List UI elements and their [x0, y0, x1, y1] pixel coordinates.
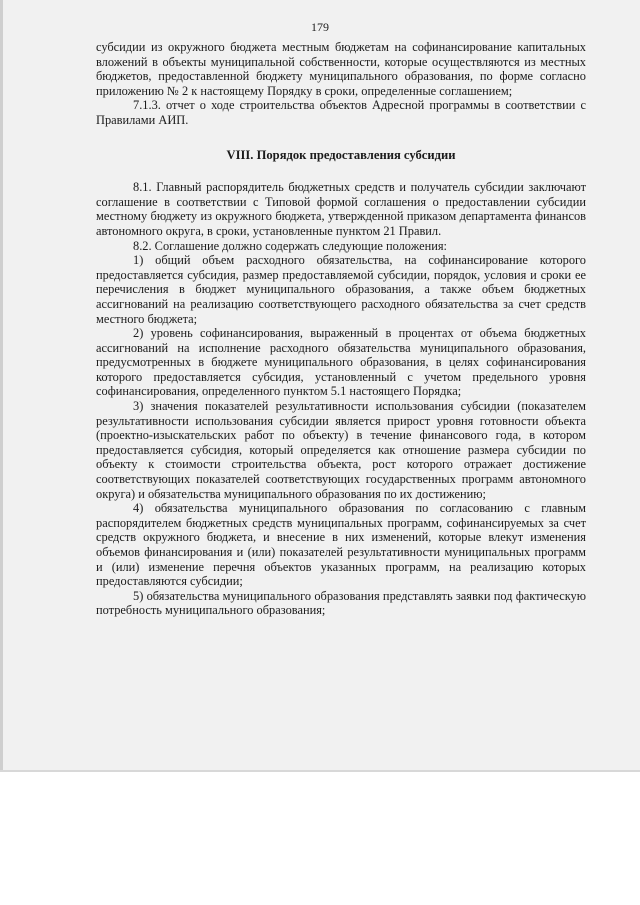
list-item-4: 4) обязательства муниципального образования по согласованию с главным распорядителем бюджетных средств муниципальных программ, софинансируемых за счет средств окружного бюджета, и внесение в них изменений, которые влекут изменения объемов финансирования и (или) показателей результативности муниципальных программ и (или) изменение перечня объектов указанных программ, на реализацию которых предоставляются субсидии;: [96, 501, 586, 589]
intro-paragraph: субсидии из окружного бюджета местным бюджетам на софинансирование капитальных вложений в объекты муниципальной собственности, которые осуществляются из местных бюджетов, предоставленной бюджету муниципального образования, по форме согласно приложению № 2 к настоящему Порядку в сроки, определенные соглашением;: [96, 40, 586, 98]
list-item-1: 1) общий объем расходного обязательства, на софинансирование которого предоставляется субсидия, размер предоставляемой субсидии, порядок, условия и сроки ее перечисления в бюджет муниципального образования, а также объем бюджетных ассигнований на реализацию соответствующего расходного обязательства за счет средств местного бюджета;: [96, 253, 586, 326]
item-7-1-3: 7.1.3. отчет о ходе строительства объектов Адресной программы в соответствии с Правилами АИП.: [96, 98, 586, 127]
paragraph-8-2: 8.2. Соглашение должно содержать следующие положения:: [133, 238, 447, 253]
blank-area: [0, 772, 640, 905]
section-heading: VIII. Порядок предоставления субсидии: [226, 147, 456, 162]
document-body: [96, 40, 586, 618]
page-number: 179: [311, 20, 329, 34]
list-item-3: 3) значения показателей результативности использования субсидии (показателем результативности использования субсидии является прирост уровня готовности объекта (проектно-изыскательских работ по объекту) в течение финансового года, в котором предоставляется субсидия, который определяется как отношение размера субсидии по объекту к стоимости строительства объекта, рост которого отражает достижение соответствующих показателей соответствующих государственных программ автономного округа) и обязательства муниципального образования по их достижению;: [96, 399, 586, 501]
list-item-5: 5) обязательства муниципального образования представлять заявки под фактическую потребность муниципального образования;: [96, 588, 586, 618]
page-edge-shadow: [0, 0, 3, 770]
paragraph-8-1: 8.1. Главный распорядитель бюджетных средств и получатель субсидии заключают соглашение в соответствии с Типовой формой соглашения о предоставлении субсидии местному бюджету из окружного бюджета, утвержденной приказом департамента финансов автономного округа, в сроки, установленные пунктом 21 Правил.: [96, 180, 586, 238]
list-item-2: 2) уровень софинансирования, выраженный в процентах от объема бюджетных ассигнований на исполнение расходного обязательства муниципального образования, предусмотренных в бюджете муниципального образования, в целях софинансирования которого предоставляется субсидия, установленный с учетом предельного уровня софинансирования, определенного пунктом 5.1 настоящего Порядка;: [96, 326, 586, 399]
